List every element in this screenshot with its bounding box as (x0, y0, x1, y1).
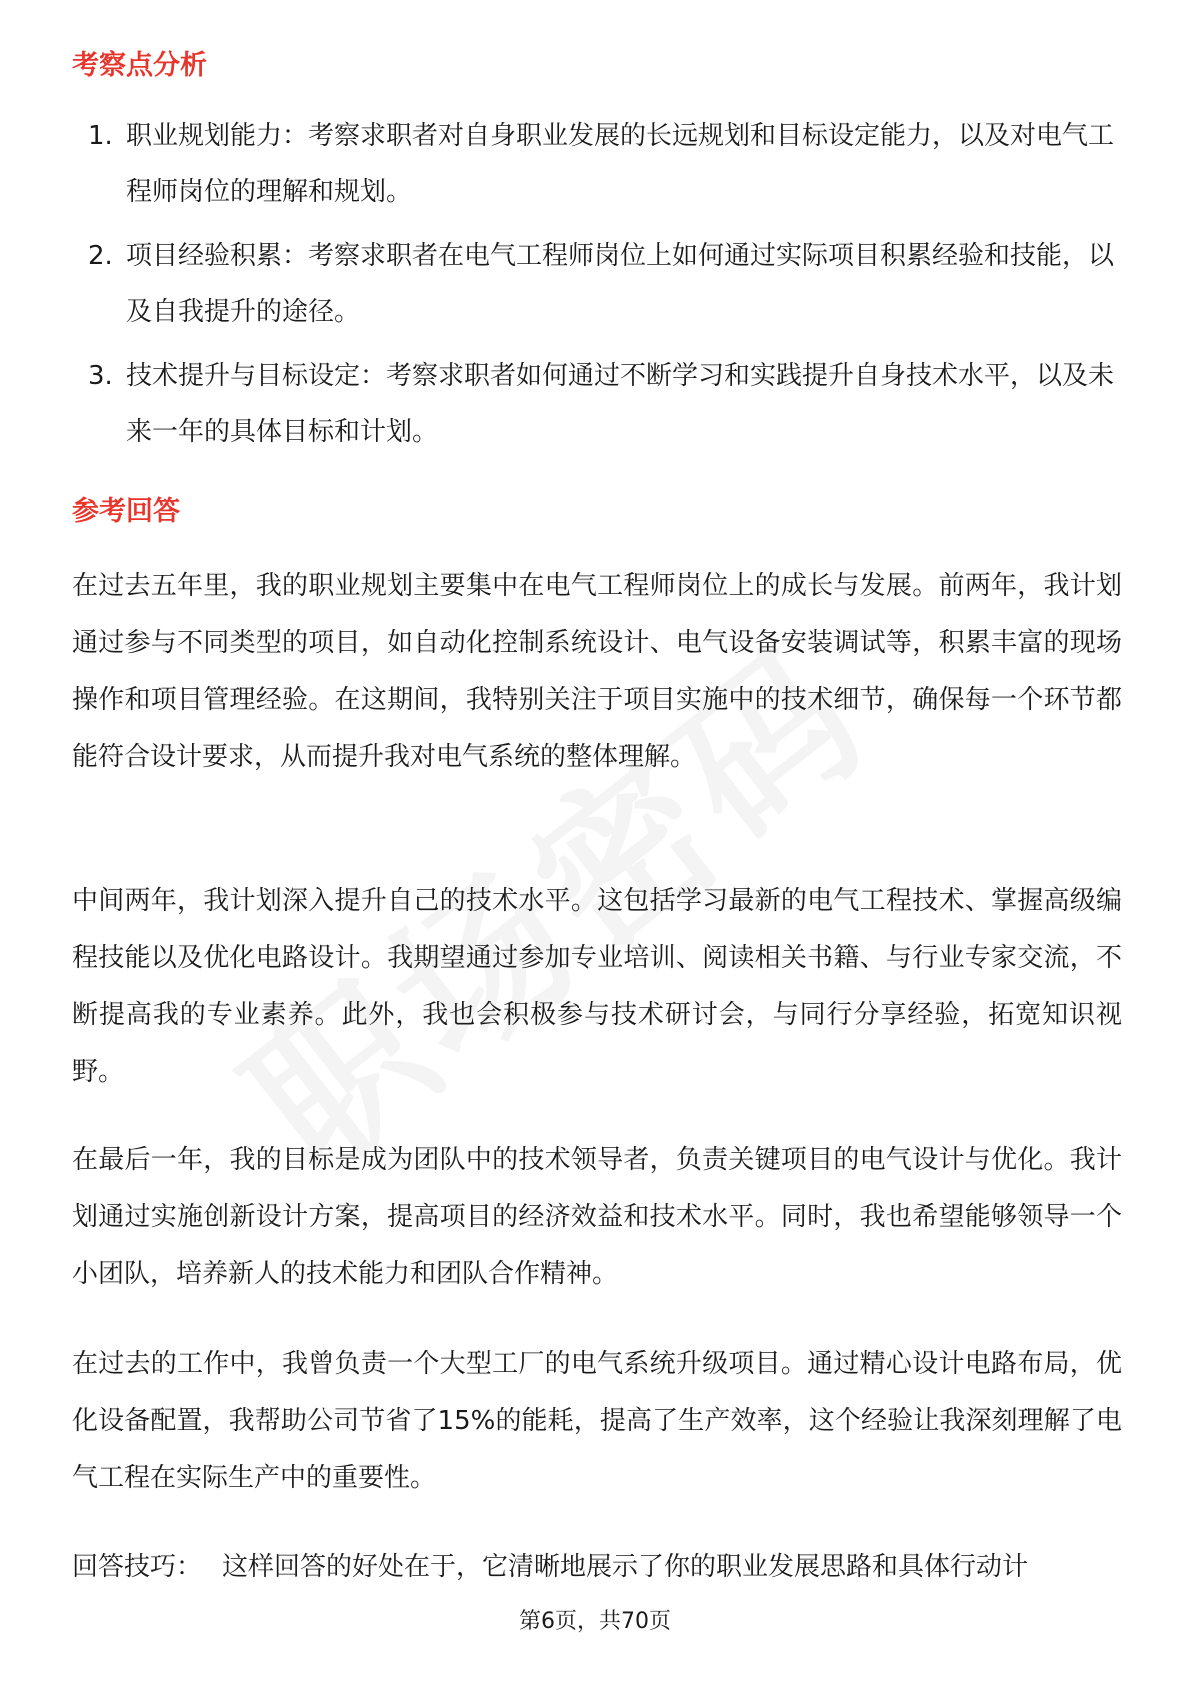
answer-paragraph: 在过去五年里，我的职业规划主要集中在电气工程师岗位上的成长与发展。前两年，我计划通过参与不同类型的项目，如自动化控制系统设计、电气设备安装调试等，积累丰富的现场操作和项目管理经验。在这期间，我特别关注于项目实施中的技术细节，确保每一个环节都能符合设计要求，从而提升我对电气系统的整体理解。 (72, 571, 1122, 772)
list-item-text: 职业规划能力：考察求职者对自身职业发展的长远规划和目标设定能力，以及对电气工程师岗位的理解和规划。 (126, 121, 1115, 207)
list-item (72, 108, 1122, 220)
answer-tip (72, 1539, 1132, 1596)
analysis-heading: 考察点分析 (72, 50, 207, 81)
tip-text: 这样回答的好处在于，它清晰地展示了你的职业发展思路和具体行动计 (222, 1552, 1029, 1582)
answer-heading: 参考回答 (72, 496, 180, 527)
answer-paragraph: 中间两年，我计划深入提升自己的技术水平。这包括学习最新的电气工程技术、掌握高级编程技能以及优化电路设计。我期望通过参加专业培训、阅读相关书籍、与行业专家交流，不断提高我的专业素养。此外，我也会积极参与技术研讨会，与同行分享经验，拓宽知识视野。 (72, 886, 1122, 1087)
analysis-list (72, 108, 1122, 468)
list-item (72, 228, 1122, 340)
answer-paragraph: 在最后一年，我的目标是成为团队中的技术领导者，负责关键项目的电气设计与优化。我计划通过实施创新设计方案，提高项目的经济效益和技术水平。同时，我也希望能够领导一个小团队，培养新人的技术能力和团队合作精神。 (72, 1145, 1122, 1289)
tip-label: 回答技巧： (72, 1552, 203, 1582)
list-item-number: 2. (88, 241, 113, 271)
page-number: 第6页，共70页 (519, 1609, 671, 1634)
list-item (72, 348, 1122, 460)
list-item-number: 1. (88, 121, 113, 151)
list-item-text: 项目经验积累：考察求职者在电气工程师岗位上如何通过实际项目积累经验和技能，以及自我提升的途径。 (126, 241, 1115, 327)
list-item-text: 技术提升与目标设定：考察求职者如何通过不断学习和实践提升自身技术水平，以及未来一年的具体目标和计划。 (126, 361, 1115, 447)
list-item-number: 3. (88, 361, 113, 391)
answer-paragraph: 在过去的工作中，我曾负责一个大型工厂的电气系统升级项目。通过精心设计电路布局，优化设备配置，我帮助公司节省了15%的能耗，提高了生产效率，这个经验让我深刻理解了电气工程在实际生产中的重要性。 (72, 1349, 1122, 1493)
